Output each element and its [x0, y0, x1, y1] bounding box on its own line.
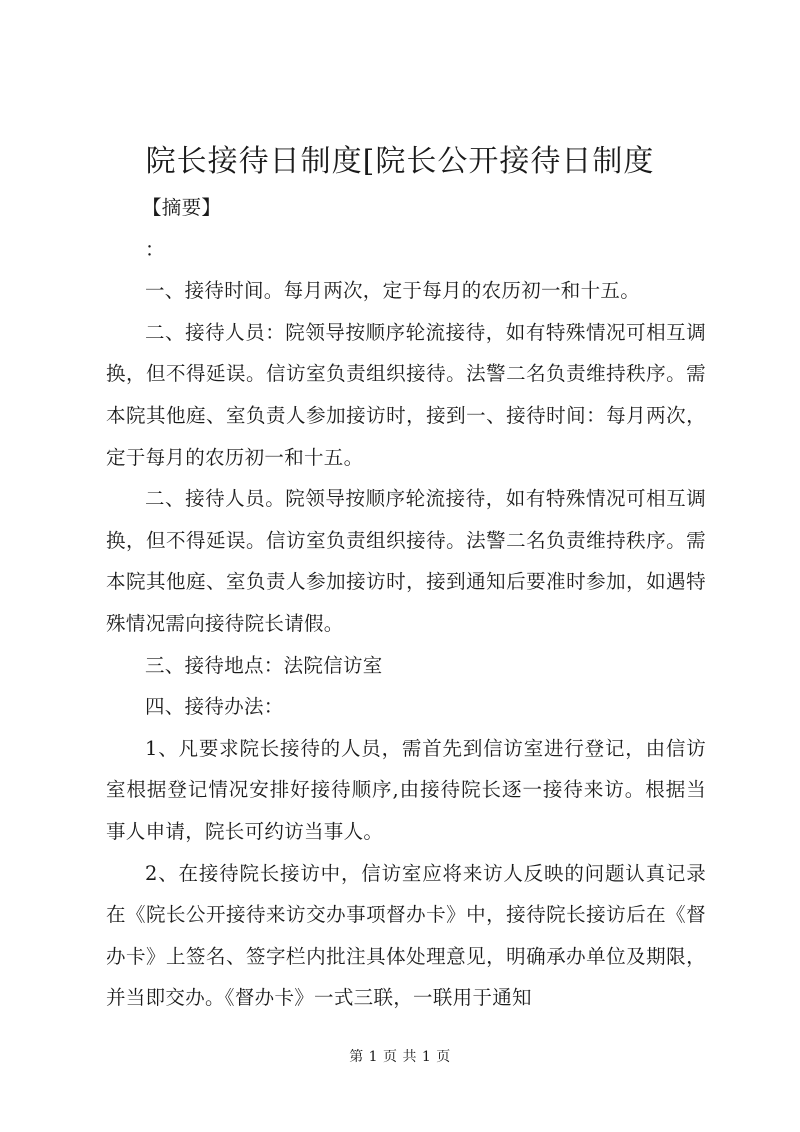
paragraph-reception-location: 三、接待地点：法院信访室 [145, 653, 383, 677]
page-footer: 第 1 页 共 1 页 [349, 1049, 451, 1065]
paragraph-reception-method-heading: 四、接待办法： [145, 695, 284, 719]
paragraph-method-1: 1、凡要求院长接待的人员，需首先到信访室进行登记，由信访室根据登记情况安排好接待顺序,由接待院长逐一接待来访。根据当事人申请，院长可约访当事人。 [106, 736, 706, 843]
paragraph-reception-time: 一、接待时间。每月两次，定于每月的农历初一和十五。 [145, 279, 641, 303]
paragraph-reception-staff-1: 二、接待人员：院领导按顺序轮流接待，如有特殊情况可相互调换，但不得延误。信访室负责组织接待。法警二名负责维持秩序。需本院其他庭、室负责人参加接访时，接到一、接待时间：每月两次，定于每月的农历初一和十五。 [106, 320, 706, 469]
document-body [106, 187, 706, 1019]
abstract-colon: ： [145, 237, 165, 261]
abstract-heading: 【摘要】 [142, 196, 222, 219]
paragraph-method-2: 2、在接待院长接访中，信访室应将来访人反映的问题认真记录在《院长公开接待来访交办事项督办卡》中，接待院长接访后在《督办卡》上签名、签字栏内批注具体处理意见，明确承办单位及期限，并当即交办。《督办卡》一式三联，一联用于通知 [106, 861, 706, 1010]
paragraph-reception-staff-2: 二、接待人员。院领导按顺序轮流接待，如有特殊情况可相互调换，但不得延误。信访室负责组织接待。法警二名负责维持秩序。需本院其他庭、室负责人参加接访时，接到通知后要准时参加，如遇特殊情况需向接待院长请假。 [106, 487, 706, 635]
document-title: 院长接待日制度[院长公开接待日制度 [145, 144, 655, 179]
